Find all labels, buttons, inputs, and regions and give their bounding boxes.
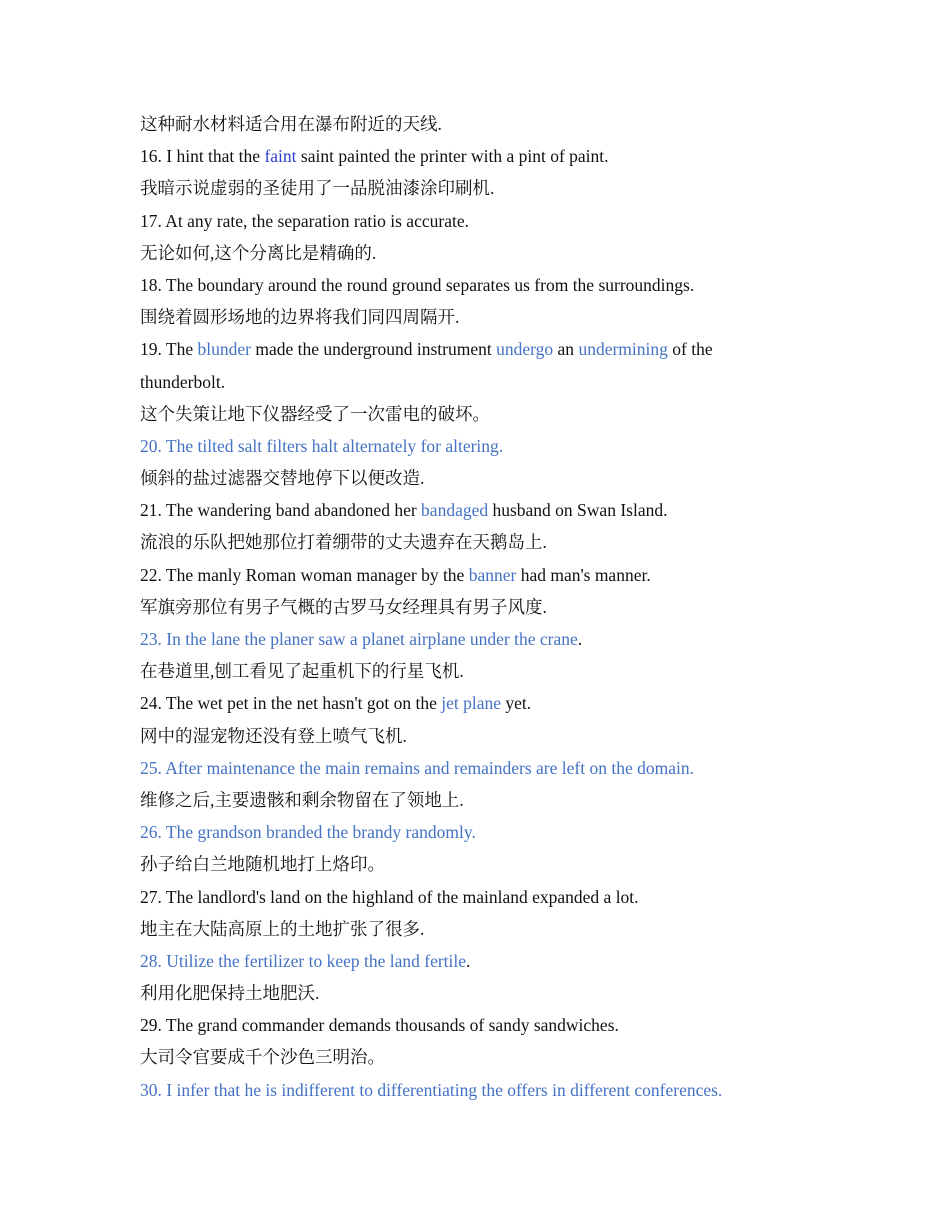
text-segment: 流浪的乐队把她那位打着绷带的丈夫遗弃在天鹅岛上. [140, 532, 547, 553]
text-line [140, 526, 860, 558]
highlighted-text: 28. Utilize the fertilizer to keep the land fertile [140, 950, 467, 971]
text-segment: 无论如何,这个分离比是精确的. [140, 242, 377, 263]
text-segment: 这个失策让地下仪器经受了一次雷电的破坏。 [140, 403, 490, 424]
text-line [140, 816, 860, 848]
highlighted-text: 20. The tilted salt filters halt alternately for altering. [140, 435, 504, 456]
text-segment: 19. The [140, 339, 198, 360]
text-segment: yet. [501, 693, 532, 714]
highlighted-text: banner [468, 564, 517, 585]
document-body [140, 108, 860, 1106]
text-segment: husband on Swan Island. [488, 500, 668, 521]
text-segment: 21. The wandering band abandoned her [140, 500, 422, 521]
text-segment: 倾斜的盐过滤器交替地停下以便改造. [140, 468, 425, 489]
text-line [140, 977, 860, 1009]
text-line [140, 848, 860, 880]
text-segment: an [553, 339, 579, 360]
text-segment: . [577, 629, 583, 649]
text-segment: . [466, 950, 471, 971]
text-segment: 这种耐水材料适合用在瀑布附近的天线. [140, 114, 442, 134]
text-segment: made the underground instrument [251, 339, 497, 360]
text-segment: 孙子给白兰地随机地打上烙印。 [140, 854, 385, 875]
text-line [140, 108, 860, 140]
text-segment: 军旗旁那位有男子气概的古罗马女经理具有男子风度. [140, 596, 547, 617]
text-segment: 18. The boundary around the round ground separates us from the surroundings. [140, 274, 695, 295]
text-line [140, 559, 860, 591]
text-segment: 17. At any rate, the separation ratio is accurate. [140, 210, 469, 231]
highlighted-text: 25. After maintenance the main remains and remainders are left on the domain. [140, 757, 694, 778]
text-segment: 22. The manly Roman woman manager by the [140, 564, 469, 585]
text-segment: 利用化肥保持土地肥沃. [140, 983, 320, 1004]
highlighted-text: 30. I infer that he is indifferent to differentiating the offers in different conferences. [140, 1079, 723, 1100]
text-line [140, 140, 860, 172]
highlighted-text: jet plane [441, 693, 502, 714]
highlighted-text: faint [264, 146, 297, 167]
text-segment: 我暗示说虚弱的圣徒用了一品脱油漆涂印刷机. [140, 178, 495, 199]
text-line [140, 1009, 860, 1041]
text-line [140, 430, 860, 462]
text-line [140, 720, 860, 752]
highlighted-text: undermining [578, 339, 668, 360]
highlighted-text: bandaged [421, 500, 489, 521]
text-line [140, 333, 860, 365]
text-segment: 维修之后,主要遗骸和剩余物留在了领地上. [140, 789, 464, 810]
text-segment: saint painted the printer with a pint of paint. [296, 146, 609, 167]
text-line [140, 301, 860, 333]
text-line [140, 784, 860, 816]
text-line [140, 172, 860, 204]
text-line [140, 752, 860, 784]
text-segment: 大司令官要成千个沙色三明治。 [140, 1047, 385, 1068]
highlighted-text: 23. In the lane the planer saw a planet airplane under the crane [140, 629, 578, 649]
text-line [140, 591, 860, 623]
text-line [140, 398, 860, 430]
text-line [140, 913, 860, 945]
text-line [140, 945, 860, 977]
text-line [140, 1074, 860, 1106]
text-segment: 29. The grand commander demands thousands of sandy sandwiches. [140, 1015, 619, 1036]
text-line [140, 462, 860, 494]
text-segment: of the [667, 339, 713, 360]
highlighted-text: 26. The grandson branded the brandy randomly. [140, 822, 476, 843]
text-segment: 地主在大陆高原上的土地扩张了很多. [140, 918, 425, 939]
text-line [140, 881, 860, 913]
text-segment: 网中的湿宠物还没有登上喷气飞机. [140, 725, 407, 746]
text-segment: 27. The landlord's land on the highland of the mainland expanded a lot. [140, 886, 639, 907]
text-segment: 24. The wet pet in the net hasn't got on the [140, 693, 442, 714]
highlighted-text: blunder [197, 339, 251, 360]
text-line [140, 623, 860, 655]
text-line [140, 366, 860, 398]
text-line [140, 205, 860, 237]
text-segment: had man's manner. [516, 564, 651, 585]
text-line [140, 494, 860, 526]
text-line [140, 269, 860, 301]
text-segment: 在巷道里,刨工看见了起重机下的行星飞机. [140, 661, 464, 682]
text-line [140, 237, 860, 269]
text-line [140, 655, 860, 687]
text-segment: thunderbolt. [140, 371, 226, 392]
text-segment: 围绕着圆形场地的边界将我们同四周隔开. [140, 307, 460, 328]
text-segment: 16. I hint that the [140, 146, 265, 167]
text-line [140, 1041, 860, 1073]
text-line [140, 687, 860, 719]
highlighted-text: undergo [496, 339, 554, 360]
